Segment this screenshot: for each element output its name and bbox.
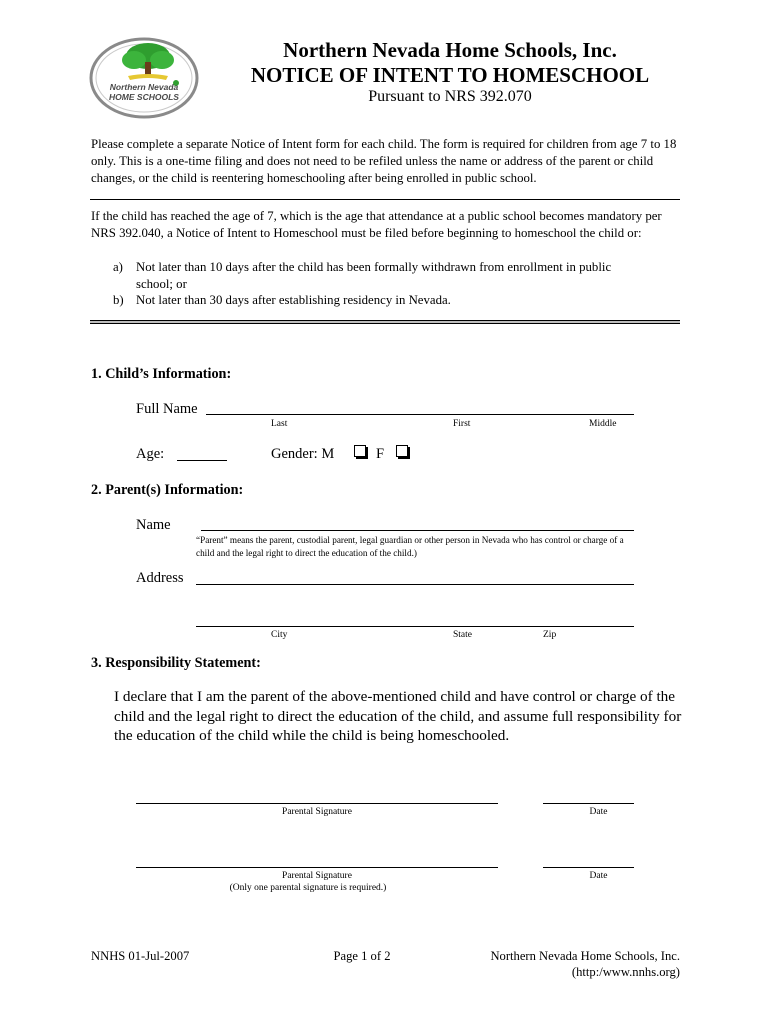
logo <box>88 36 200 120</box>
gender-male-checkbox[interactable] <box>354 445 366 457</box>
page-title: NOTICE OF INTENT TO HOMESCHOOL <box>250 63 650 87</box>
logo-graphic <box>88 36 200 120</box>
responsibility-statement: I declare that I am the parent of the above-mentioned child and have control or charge of the child and the legal right to direct the education of the child, and assume full responsibility for the education of the child while the child is being homeschooled. <box>114 688 682 744</box>
intro-paragraph-1: Please complete a separate Notice of Intent form for each child. The form is required for children from age 7 to 18 only. This is a one-time filing and does not need to be refiled unless the name or address of the parent or child changes, or the child is reentering homeschooling after being enrolled in public school. <box>91 137 677 185</box>
caption-zip: Zip <box>543 630 557 640</box>
footer-org-name: Northern Nevada Home Schools, Inc. <box>490 949 680 963</box>
list-marker-a: a) <box>113 260 123 274</box>
intro-paragraph-2: If the child has reached the age of 7, which is the age that attendance at a public school becomes mandatory per NRS 392.040, a Notice of Intent to Homeschool must be filed before beginning to homeschool the child or: <box>91 209 662 240</box>
parental-signature-field-1[interactable] <box>136 803 498 804</box>
divider-thick <box>90 320 680 324</box>
address-field[interactable] <box>196 584 634 585</box>
page-subtitle: Pursuant to NRS 392.070 <box>368 88 532 105</box>
caption-first: First <box>453 419 471 429</box>
caption-middle: Middle <box>589 419 617 429</box>
date-field-1[interactable] <box>543 803 634 804</box>
logo-text-1: Northern Nevada <box>109 82 179 92</box>
gender-label: Gender: M <box>271 446 335 462</box>
full-name-field[interactable] <box>206 414 634 415</box>
date-field-2[interactable] <box>543 867 634 868</box>
logo-text-2: HOME SCHOOLS <box>109 92 179 102</box>
gender-female-label: F <box>376 446 385 462</box>
address-label: Address <box>136 570 184 586</box>
signature-note: (Only one parental signature is required.) <box>229 883 387 893</box>
full-name-label: Full Name <box>136 401 198 417</box>
parent-definition-note: “Parent” means the parent, custodial parent, legal guardian or other person in Nevada who has control or charge of a child and the legal right to direct the education of the child.) <box>196 535 624 558</box>
city-state-zip-field[interactable] <box>196 626 634 627</box>
footer-website: (http:/www.nnhs.org) <box>571 965 680 979</box>
parent-name-field[interactable] <box>201 530 634 531</box>
caption-city: City <box>271 630 288 640</box>
list-item-a-line2: school; or <box>136 277 187 291</box>
age-field[interactable] <box>177 460 227 461</box>
age-label: Age: <box>136 446 165 462</box>
divider-thin <box>90 199 680 200</box>
section-2-heading: 2. Parent(s) Information: <box>91 482 244 498</box>
footer-page-number: Page 1 of 2 <box>333 949 391 963</box>
footer-doc-id: NNHS 01-Jul-2007 <box>91 949 190 963</box>
org-name: Northern Nevada Home Schools, Inc. <box>283 38 617 62</box>
list-item-b-line1: Not later than 30 days after establishing residency in Nevada. <box>136 293 451 307</box>
section-1-heading: 1. Child’s Information: <box>91 366 232 382</box>
date-label-1: Date <box>589 807 608 817</box>
section-3-heading: 3. Responsibility Statement: <box>91 655 261 671</box>
parental-signature-field-2[interactable] <box>136 867 498 868</box>
parent-name-label: Name <box>136 517 171 533</box>
parental-signature-label-2: Parental Signature <box>282 871 352 881</box>
caption-last: Last <box>271 419 288 429</box>
caption-state: State <box>453 630 472 640</box>
gender-female-checkbox[interactable] <box>396 445 408 457</box>
list-marker-b: b) <box>113 293 124 307</box>
list-item-a-line1: Not later than 10 days after the child has been formally withdrawn from enrollment in public <box>136 260 612 274</box>
parental-signature-label-1: Parental Signature <box>282 807 352 817</box>
date-label-2: Date <box>589 871 608 881</box>
